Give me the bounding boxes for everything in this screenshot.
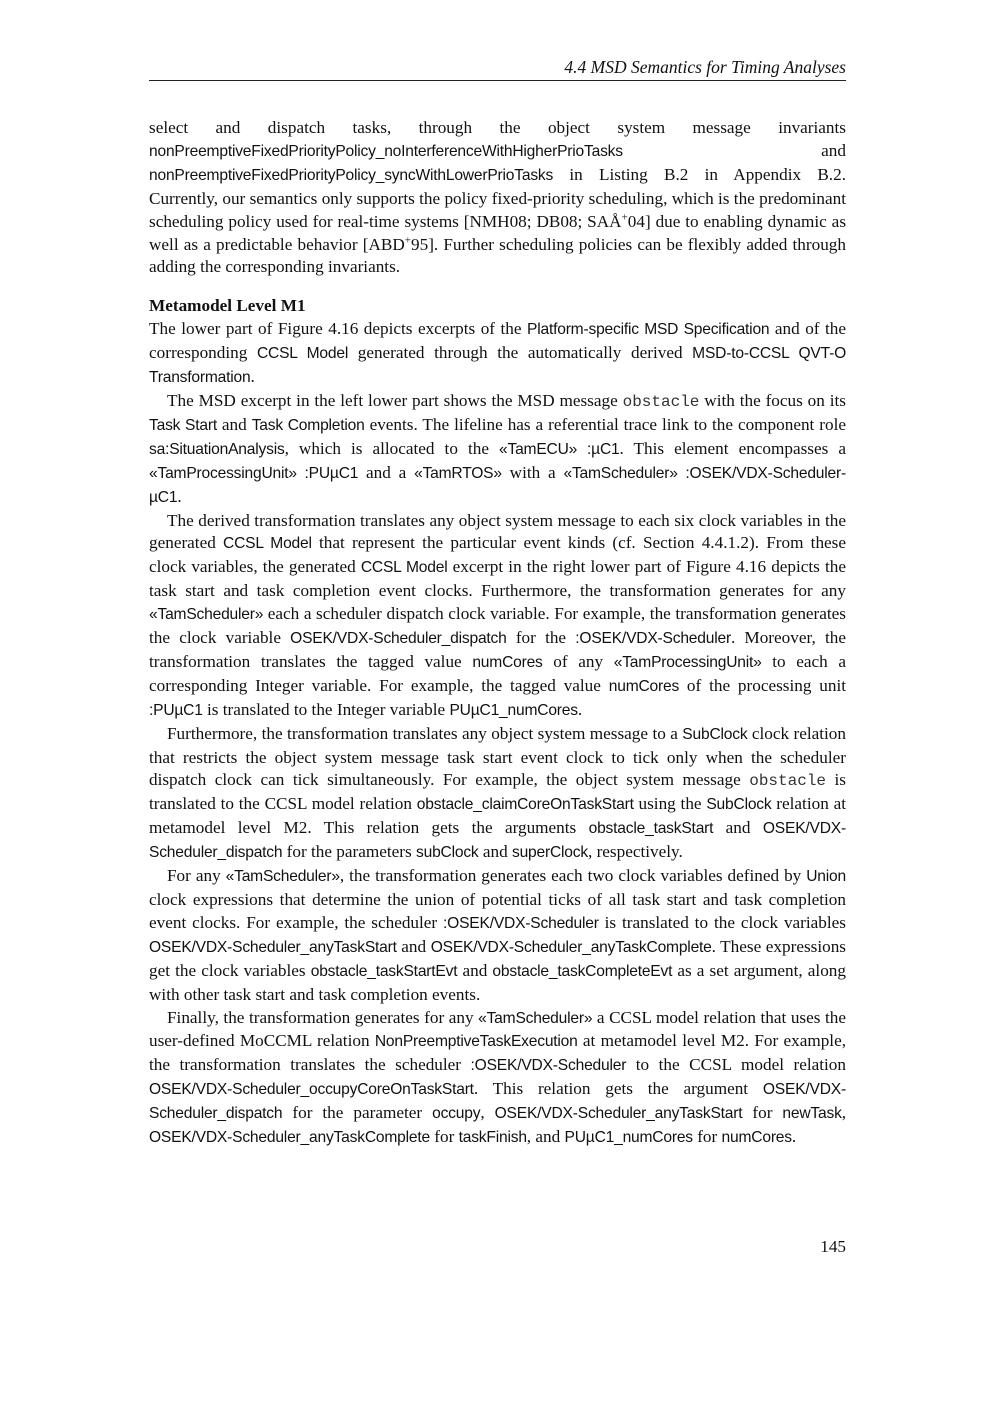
body-text [149, 117, 846, 1150]
paragraph-subclock-relation: Furthermore, the transformation translates any object system message to a SubClock clock relation that restricts the object system message task start event clock to tick only when the scheduler dispatch clock can tick simultaneously. For example, the object system message obstacle is translated to the CCSL model relation obstacle_claimCoreOnTaskStart using the SubClock relation at metamodel level M2. This relation gets the arguments obstacle_taskStart and OSEK/VDX-Scheduler_dispatch for the parameters subClock and superClock, respectively. [149, 723, 846, 862]
paragraph-msd-excerpt: The MSD excerpt in the left lower part shows the MSD message obstacle with the focus on its Task Start and Task Completion events. The lifeline has a referential trace link to the component role sa:SituationAnalysis, which is allocated to the «TamECU» :µC1. This element encompasses a «TamProcessingUnit» :PUµC1 and a «TamRTOS» with a «TamScheduler» :OSEK/VDX-Scheduler-µC1. [149, 390, 846, 506]
paragraph-scheduling-policy: select and dispatch tasks, through the object system message invariants nonPreemptiveFixedPriorityPolicy_noInterferenceWithHigherPrioTasks and nonPreemptiveFixedPriorityPolicy_syncWithLowerPrioTasks in Listing B.2 in Appendix B.2. Currently, our semantics only supports the policy fixed-priority scheduling, which is the predominant scheduling policy used for real-time systems [NMH08; DB08; SAÅ+04] due to enabling dynamic as well as a predictable behavior [ABD+95]. Further scheduling policies can be flexibly added through adding the corresponding invariants. [149, 118, 847, 277]
paragraph-figure-intro: The lower part of Figure 4.16 depicts excerpts of the Platform-specific MSD Specification and of the corresponding CCSL Model generated through the automatically derived MSD-to-CCSL QVT-O Transformation. [149, 319, 847, 387]
running-title: 4.4 MSD Semantics for Timing Analyses [564, 57, 846, 77]
running-header [149, 56, 846, 81]
page-number: 145 [820, 1237, 846, 1256]
paragraph-clock-variables: The derived transformation translates any object system message to each six clock variables in the generated CCSL Model that represent the particular event kinds (cf. Section 4.4.1.2). From these clock variables, the generated CCSL Model excerpt in the right lower part of Figure 4.16 depicts the task start and task completion event clocks. Furthermore, the transformation generates for any «TamScheduler» each a scheduler dispatch clock variable. For example, the transformation generates the clock variable OSEK/VDX-Scheduler_dispatch for the :OSEK/VDX-Scheduler. Moreover, the transformation translates the tagged value numCores of any «TamProcessingUnit» to each a corresponding Integer variable. For example, the tagged value numCores of the processing unit :PUµC1 is translated to the Integer variable PUµC1_numCores. [149, 510, 847, 719]
paragraph-union-expressions: For any «TamScheduler», the transformation generates each two clock variables defined by Union clock expressions that determine the union of potential ticks of all task start and task completion event clocks. For example, the scheduler :OSEK/VDX-Scheduler is translated to the clock variables OSEK/VDX-Scheduler_anyTaskStart and OSEK/VDX-Scheduler_anyTaskComplete. These expressions get the clock variables obstacle_taskStartEvt and obstacle_taskCompleteEvt as a set argument, along with other task start and task completion events. [149, 866, 846, 1004]
paragraph-moccml-relation: Finally, the transformation generates for any «TamScheduler» a CCSL model relation that uses the user-defined MoCCML relation NonPreemptiveTaskExecution at metamodel level M2. For example, the transformation translates the scheduler :OSEK/VDX-Scheduler to the CCSL model relation OSEK/VDX-Scheduler_occupyCoreOnTaskStart. This relation gets the argument OSEK/VDX-Scheduler_dispatch for the parameter occupy, OSEK/VDX-Scheduler_anyTaskStart for newTask, OSEK/VDX-Scheduler_anyTaskComplete for taskFinish, and PUµC1_numCores for numCores. [149, 1007, 846, 1147]
section-heading: Metamodel Level M1 [149, 296, 306, 316]
